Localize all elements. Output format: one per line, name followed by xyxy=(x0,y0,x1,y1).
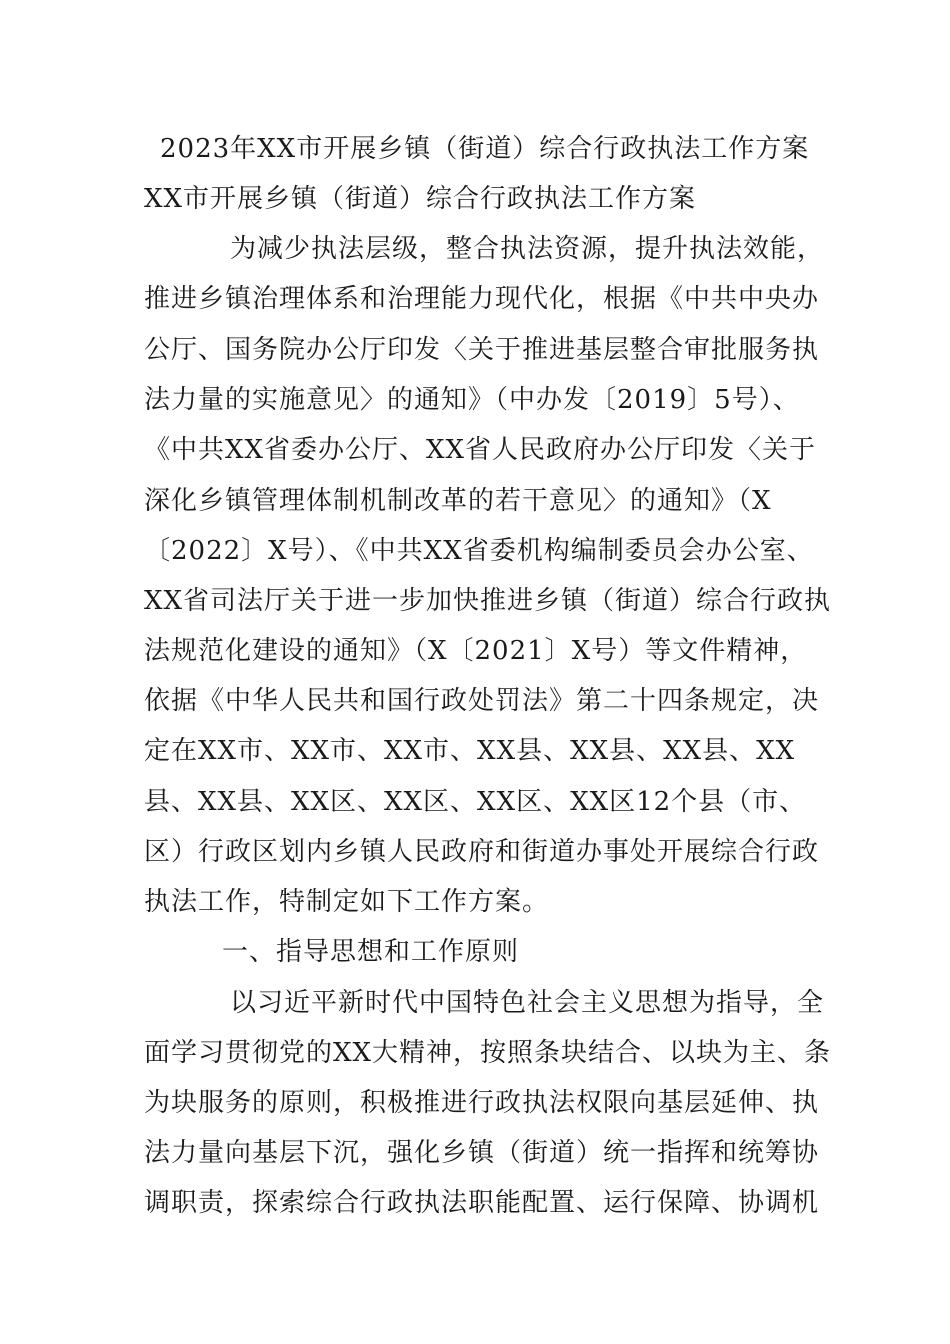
paragraph-line: 法力量向基层下沉，强化乡镇（街道）统一指挥和统筹协 xyxy=(144,1138,820,1168)
paragraph-line: 〔2022〕X号）、《中共XX省委机构编制委员会办公室、 xyxy=(144,536,814,566)
paragraph-line: 法力量的实施意见〉的通知》（中办发〔2019〕5号）、 xyxy=(144,385,800,415)
paragraph-line: 公厅、国务院办公厅印发〈关于推进基层整合审批服务执 xyxy=(144,335,820,365)
paragraph-line: 法规范化建设的通知》（X〔2021〕X号）等文件精神， xyxy=(144,636,808,666)
paragraph-line: 面学习贯彻党的XX大精神，按照条块结合、以块为主、条 xyxy=(144,1038,832,1068)
paragraph-line: 定在XX市、XX市、XX市、XX县、XX县、XX县、XX xyxy=(144,736,796,766)
paragraph-line: XX省司法厅关于进一步加快推进乡镇（街道）综合行政执 xyxy=(144,586,832,616)
paragraph-line: 区）行政区划内乡镇人民政府和街道办事处开展综合行政 xyxy=(144,837,820,867)
document-title: 2023年XX市开展乡镇（街道）综合行政执法工作方案 xyxy=(160,134,810,164)
paragraph-line: 执法工作，特制定如下工作方案。 xyxy=(144,887,550,917)
paragraph-line: 为减少执法层级，整合执法资源，提升执法效能， xyxy=(230,234,825,264)
paragraph-line: 依据《中华人民共和国行政处罚法》第二十四条规定，决 xyxy=(144,686,820,716)
paragraph-line: 深化乡镇管理体制机制改革的若干意见〉的通知》（X xyxy=(144,486,772,516)
paragraph-line: 推进乡镇治理体系和治理能力现代化，根据《中共中央办 xyxy=(144,284,820,314)
paragraph-line: 《中共XX省委办公厅、XX省人民政府办公厅印发〈关于 xyxy=(144,435,817,465)
document-subtitle: XX市开展乡镇（街道）综合行政执法工作方案 xyxy=(144,184,697,214)
paragraph-line: 县、XX县、XX区、XX区、XX区、XX区12个县（市、 xyxy=(144,787,807,817)
paragraph-line: 调职责，探索综合行政执法职能配置、运行保障、协调机 xyxy=(144,1188,820,1218)
paragraph-line: 以习近平新时代中国特色社会主义思想为指导，全 xyxy=(230,988,825,1018)
section-heading: 一、指导思想和工作原则 xyxy=(222,937,520,967)
paragraph-line: 为块服务的原则，积极推进行政执法权限向基层延伸、执 xyxy=(144,1088,820,1118)
